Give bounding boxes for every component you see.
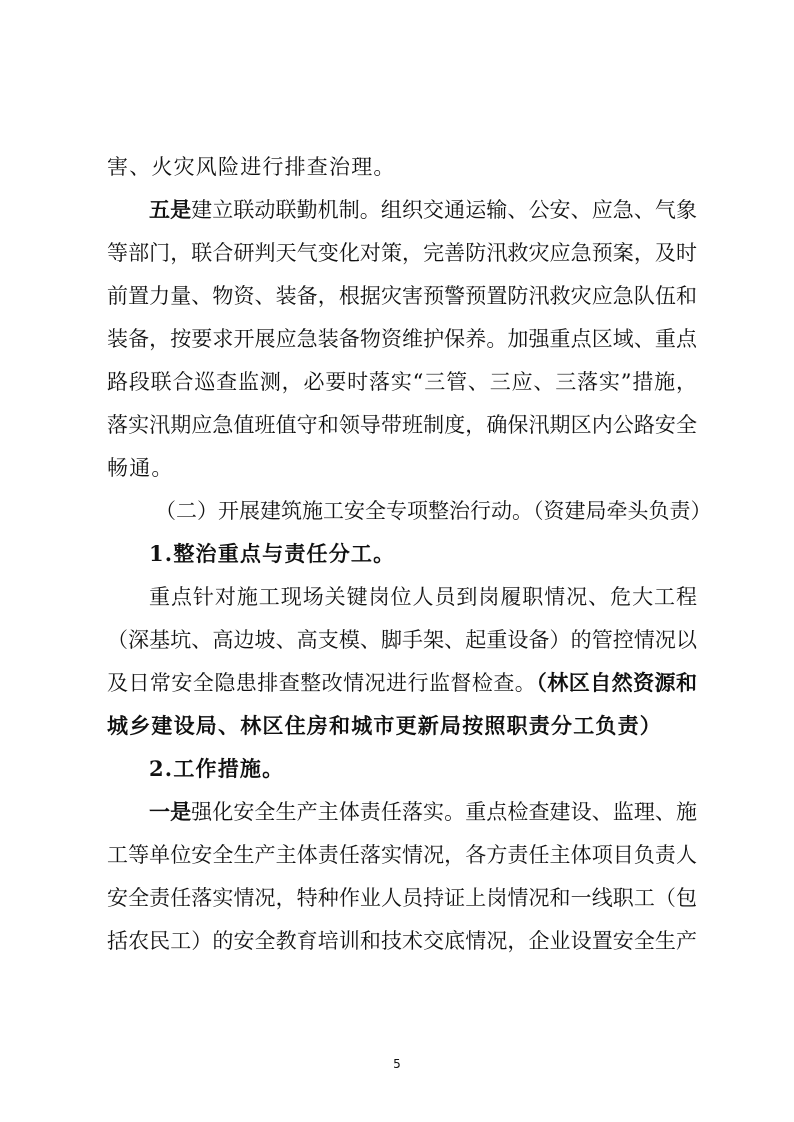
text-run: 装备，按要求开展应急装备物资维护保养。加强重点区域、重点 (107, 327, 697, 351)
numbered-lead: 一是 (149, 799, 192, 824)
paragraph-line-18 (107, 881, 697, 915)
paragraph-line-3 (107, 236, 697, 270)
text-run: 工等单位安全生产主体责任落实情况，各方责任主体项目负责人 (107, 843, 697, 867)
paragraph-line-6 (107, 365, 697, 399)
paragraph-line-11 (149, 580, 697, 614)
paragraph-line-13 (107, 666, 697, 700)
subheading-title: 2.工作措施。 (149, 756, 285, 781)
subheading-measures (149, 752, 697, 786)
paragraph-line-2 (149, 193, 697, 227)
text-run: 重点针对施工现场关键岗位人员到岗履职情况、危大工程 (149, 585, 697, 609)
paragraph-line-7 (107, 408, 697, 442)
paragraph-line-8 (107, 451, 697, 485)
paragraph-line-1 (107, 150, 697, 184)
responsibility-note: （林区自然资源和 (536, 670, 698, 695)
numbered-lead: 五是 (149, 197, 192, 222)
text-run: 落实汛期应急值班值守和领导带班制度，确保汛期区内公路安全 (107, 413, 697, 437)
text-run: 安全责任落实情况，特种作业人员持证上岗情况和一线职工（包 (107, 886, 697, 910)
text-run: 括农民工）的安全教育培训和技术交底情况，企业设置安全生产 (107, 929, 697, 953)
section-heading-construction (155, 494, 712, 528)
text-run: （深基坑、高边坡、高支模、脚手架、起重设备）的管控情况以 (107, 628, 697, 652)
text-run: 害、火灾风险进行排查治理。 (107, 155, 396, 179)
text-run: 及日常安全隐患排查整改情况进行监督检查。 (107, 671, 537, 695)
paragraph-line-4 (107, 279, 697, 313)
responsibility-note: 城乡建设局、林区住房和城市更新局按照职责分工负责） (107, 713, 662, 738)
text-run: 畅通。 (107, 456, 174, 480)
paragraph-line-5 (107, 322, 697, 356)
subheading-focus (149, 537, 697, 571)
text-run: 建立联动联勤机制。组织交通运输、公安、应急、气象 (191, 198, 698, 222)
text-run: 路段联合巡查监测，必要时落实“三管、三应、三落实”措施， (107, 370, 697, 394)
paragraph-line-19 (107, 924, 697, 958)
paragraph-line-14 (107, 709, 697, 743)
page-number: 5 (393, 1057, 401, 1071)
subheading-title: 1.整治重点与责任分工。 (149, 541, 396, 566)
paragraph-line-12 (107, 623, 697, 657)
paragraph-line-16 (149, 795, 697, 829)
text-run: 等部门，联合研判天气变化对策，完善防汛救灾应急预案，及时 (107, 241, 697, 265)
text-run: 强化安全生产主体责任落实。重点检查建设、监理、施 (191, 800, 698, 824)
section-title: （二）开展建筑施工安全专项整治行动。（资建局牵头负责） (155, 499, 712, 523)
text-run: 前置力量、物资、装备，根据灾害预警预置防汛救灾应急队伍和 (107, 284, 697, 308)
paragraph-line-17 (107, 838, 697, 872)
